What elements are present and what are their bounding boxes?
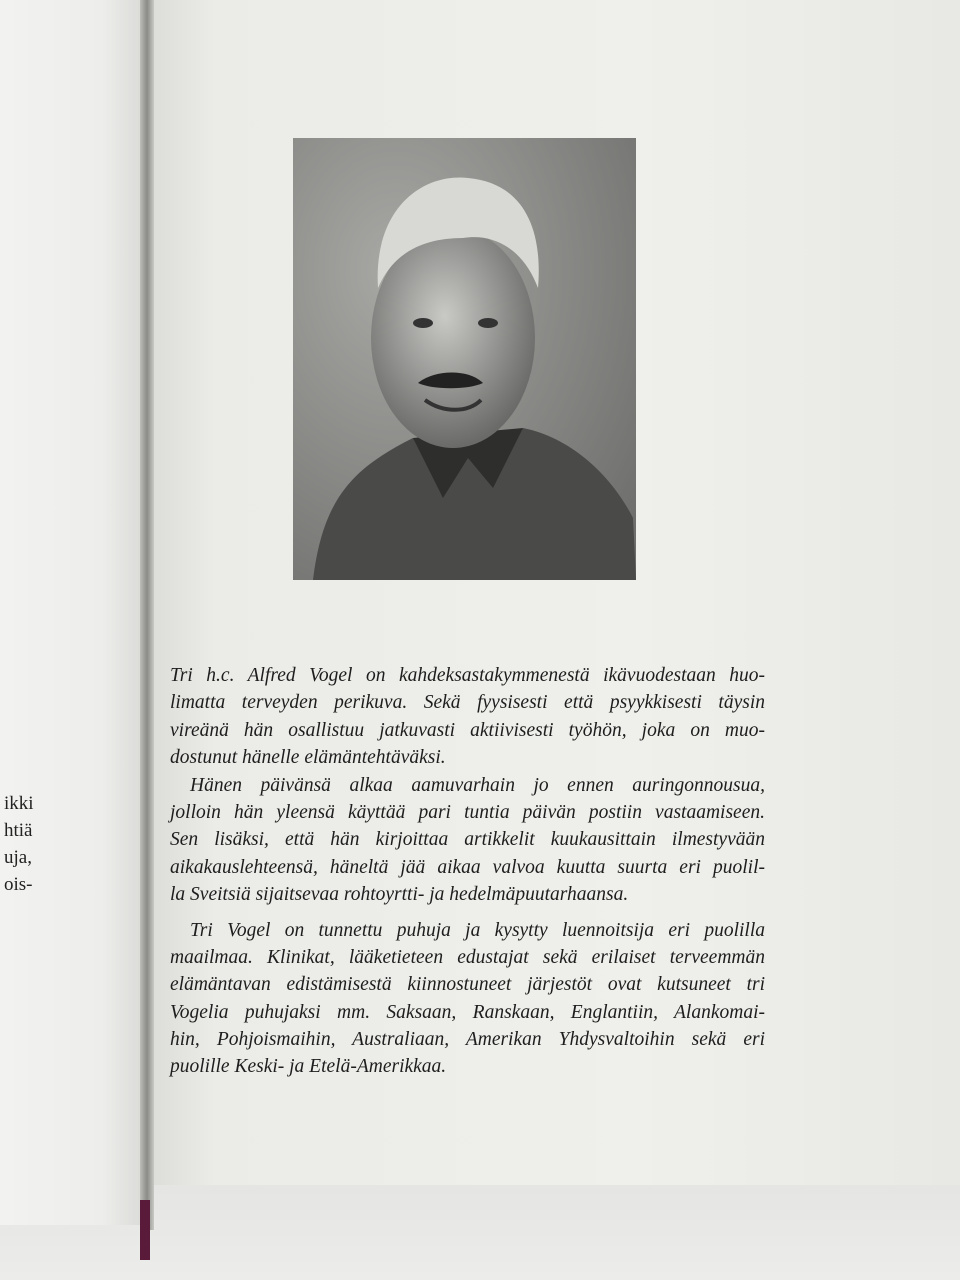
text-line: Tri Vogel on tunnettu puhuja ja kysytty luennoitsija eri puolilla [190,919,765,941]
left-fragment: ikki [4,793,34,814]
text-line: vireänä hän osallistuu jatkuvasti aktiivisesti työhön, joka on muo- [170,719,765,741]
text-line: jolloin hän yleensä käyttää pari tuntia päivän postiin vastaamiseen. [170,801,765,823]
paragraph [170,917,765,1081]
book-gutter [140,0,154,1230]
text-line: dostunut hänelle elämäntehtäväksi. [170,747,446,769]
left-fragment: uja, [4,847,32,868]
text-line: Hänen päivänsä alkaa aamuvarhain jo ennen auringonnousua, [190,774,765,796]
text-line: hin, Pohjoismaihin, Australiaan, Amerikan Yhdysvaltoihin sekä eri [170,1029,765,1051]
left-fragment: htiä [4,820,33,841]
text-line: la Sveitsiä sijaitsevaa rohtoyrtti- ja hedelmäpuutarhaansa. [170,884,629,906]
portrait-photo [293,138,636,580]
book-spine [140,1200,150,1260]
text-line: maailmaa. Klinikat, lääketieteen edustajat sekä erilaiset terveemmän [170,946,765,968]
left-fragment: ois- [4,874,33,895]
text-line: Tri h.c. Alfred Vogel on kahdeksastakymmenestä ikävuodestaan huo- [170,665,765,686]
photo-caption [170,662,765,1081]
paragraph [170,662,765,772]
left-page-text [4,790,34,898]
paragraph [170,772,765,909]
text-line: limatta terveyden perikuva. Sekä fyysisesti että psyykkisesti täysin [170,692,765,714]
text-line: aikakauslehteensä, häneltä jää aikaa valvoa kuutta suurta eri puolil- [170,856,765,878]
text-line: Vogelia puhujaksi mm. Saksaan, Ranskaan, Englantiin, Alankomai- [170,1001,765,1023]
left-page [0,0,146,1225]
text-line: elämäntavan edistämisestä kiinnostuneet järjestöt ovat kutsuneet tri [170,974,765,996]
text-line: Sen lisäksi, että hän kirjoittaa artikkelit kuukausittain ilmestyvään [170,829,765,851]
text-line: puolille Keski- ja Etelä-Amerikkaa. [170,1056,447,1078]
